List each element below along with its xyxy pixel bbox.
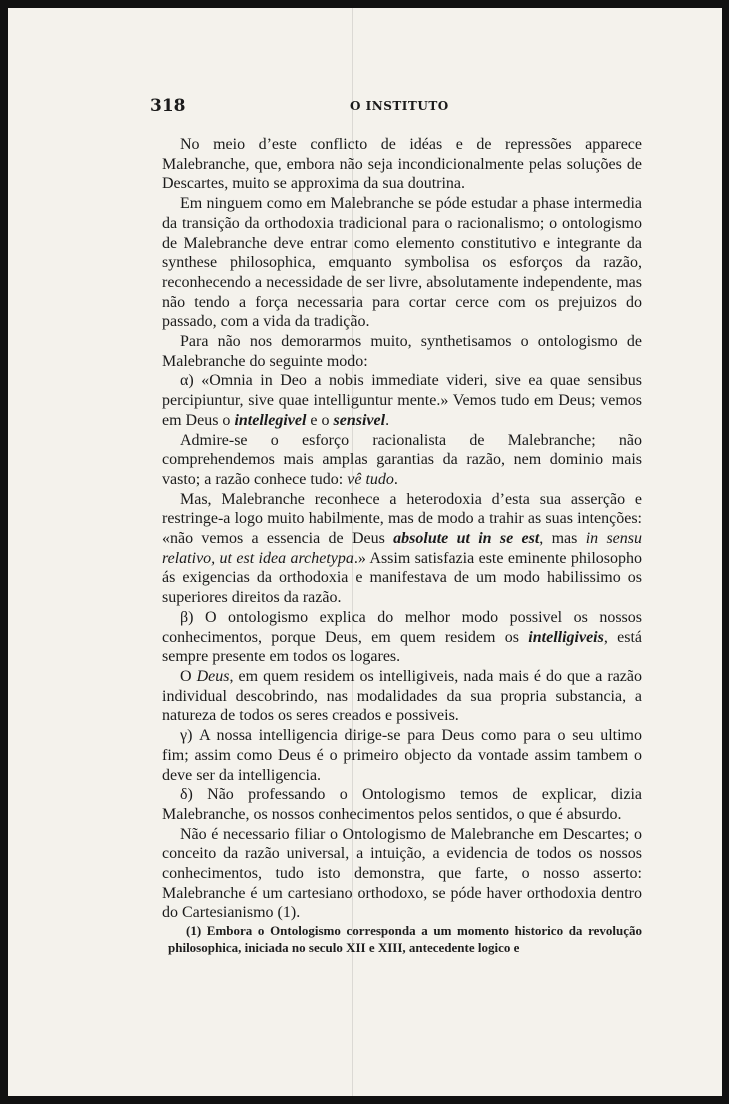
paragraph: Não é necessario filiar o Ontologismo de Malebranche em Descartes; o conceito da razão universal, a intuição, a evidencia de todos os nossos conhecimentos, tudo isto demonstra, que farte, o nosso asserto: Malebranche é um cartesiano orthodoxo, se póde haver orthodoxia dentro do Cartesianismo (1). [162,825,642,922]
paragraph: β) O ontologismo explica do melhor modo possivel os nossos conhecimentos, porque Deus, em quem residem os intelligiveis, está sempre presente em todos os logares. [162,608,643,666]
paragraph: Em ninguem como em Malebranche se póde estudar a phase intermedia da transição da orthodoxia tradicional para o racionalismo; o ontologismo de Malebranche deve entrar como elemento constitutivo e integrante da synthese philosophica, emquanto symbolisa os esforços da razão, reconhecendo a necessidade de ser livre, absolutamente independente, mas não tendo a força necessaria para cortar cerce com os prejuizos do passado, com a vida da tradição. [162,195,642,331]
paragraph: δ) Não professando o Ontologismo temos de explicar, dizia Malebranche, os nossos conhecimentos pelos sentidos, o que é absurdo. [162,786,642,823]
emphasis: absolute ut in se est [393,530,540,548]
paragraph: Admire-se o esforço racionalista de Malebranche; não comprehendemos mais amplas garantias da razão, nem dominio mais vasto; a razão conhece tudo: vê tudo. [162,431,642,488]
emphasis: sensivel [333,411,386,429]
emphasis: intelligiveis [528,628,604,646]
emphasis: Deus [196,667,230,685]
paragraph: Mas, Malebranche reconhece a heterodoxia d’esta sua asserção e restringe-a logo muito habilmente, mas de modo a trahir as suas intenções: «não vemos a essencia de Deus absolute ut in se est, mas in sensu relativo, ut est idea archetypa.» Assim satisfazia este eminente philosopho ás exigencias da orthodoxia e manifestava de um modo habilissimo os superiores direitos da razão. [162,490,643,607]
scanned-page [8,8,722,1096]
paragraph: No meio d’este conflicto de idéas e de repressões apparece Malebranche, que, embora não seja incondicionalmente pelas soluções de Descartes, muito se approxima da sua doutrina. [162,136,642,193]
page-number: 318 [150,96,186,116]
emphasis: intellegivel [234,411,307,429]
footnote [168,923,642,956]
paragraph: O Deus, em quem residem os intelligiveis, nada mais é do que a razão individual descobrindo, nas modalidades da sua propria substancia, a natureza de todos os seres creados e possiveis. [162,667,642,725]
paragraph: α) «Omnia in Deo a nobis immediate videri, sive ea quae sensibus percipiuntur, sive quae intelliguntur mente.» Vemos tudo em Deus; vemos em Deus o intellegivel e o sensivel. [162,372,642,429]
paragraph: Para não nos demorarmos muito, synthetisamos o ontologismo de Malebranche do seguinte modo: [162,333,642,370]
emphasis: vê tudo [347,470,394,488]
paragraph: γ) A nossa intelligencia dirige-se para Deus como para o seu ultimo fim; assim como Deus é o primeiro objecto da vontade assim tambem o deve ser da intelligencia. [162,727,642,784]
body-text [162,135,642,923]
running-title: O INSTITUTO [350,99,449,113]
emphasis: in sensu relativo, ut est idea archetypa [162,530,643,567]
footnote-text: (1) Embora o Ontologismo corresponda a um momento historico da revolução philosophica, iniciada no seculo XII e XIII, antecedente logico e [168,923,642,955]
page-header [150,96,570,118]
